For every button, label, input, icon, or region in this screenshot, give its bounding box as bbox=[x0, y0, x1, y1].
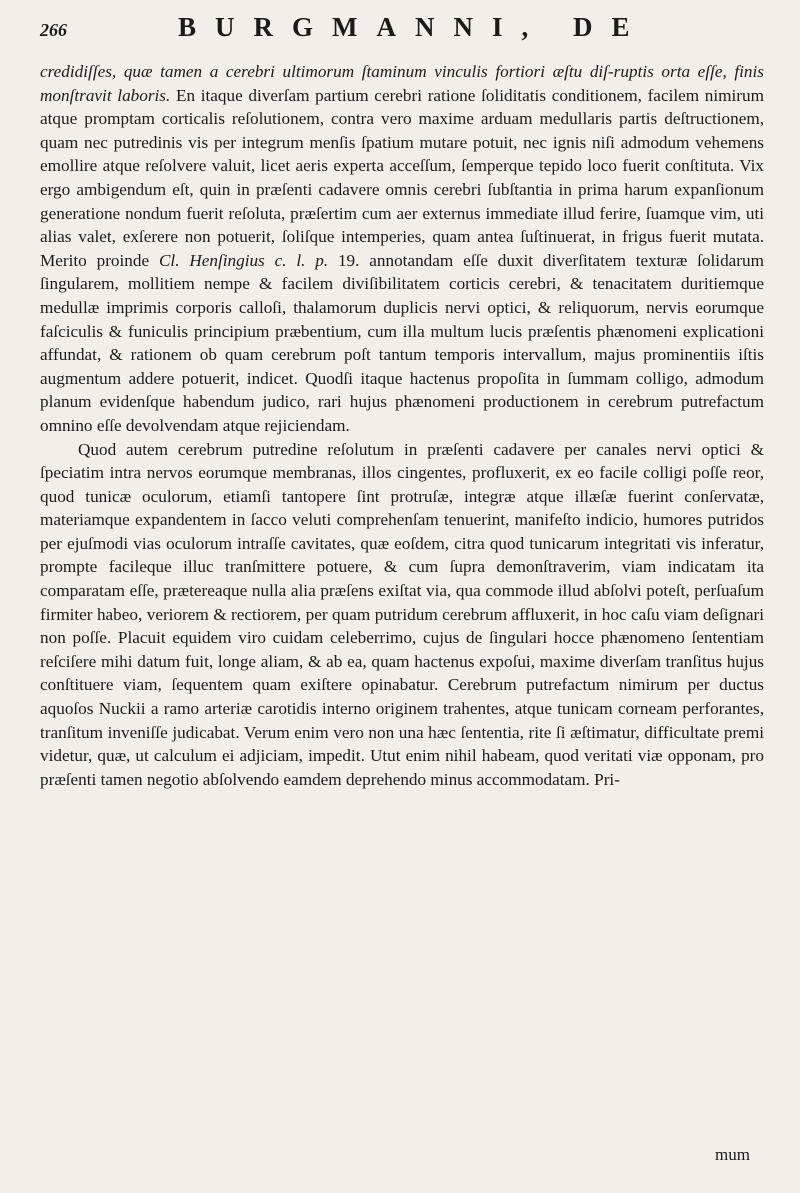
paragraph bbox=[40, 438, 764, 792]
page-number: 266 bbox=[40, 20, 67, 40]
paragraph bbox=[40, 60, 764, 438]
running-head: BURGMANNI, DE bbox=[178, 12, 649, 42]
citation: Cl. Henſingius c. l. p. bbox=[158, 250, 329, 270]
text-run: 19. annotandam eſſe duxit diverſitatem texturæ ſolidarum ſingularem, mollitiem nempe & facilem diviſibilitatem corticis cerebri, & tenacitatem duritiemque medullæ imprimis corporis calloſi, thalamorum duplicis nervi optici, & reliquorum, nervis eorumque faſciculis & funiculis principium præbentium, cum illa multum lucis præſentis phænomeni explicationi affundat, & rationem ob quam cerebrum poſt tantum temporis intervallum, majus prominentiis iſtis augmentum addere potuerit, indicet. Quodſi itaque hactenus propoſita in ſummam colligo, admodum planum evidenſque habendum judico, rari hujus phænomeni productionem in cerebrum putrefactum omnino eſſe devolvendam atque rejiciendam. bbox=[40, 250, 764, 435]
italic-run: credidiſſes, quæ tamen a cerebri ultimorum ſtaminum vinculis fortiori æſtu diſ-ruptis orta eſſe, finis monſtravit laboris. bbox=[40, 62, 764, 105]
page-header bbox=[0, 12, 800, 62]
catchword: mum bbox=[715, 1145, 750, 1164]
text-run: Quod autem cerebrum putredine reſolutum in præſenti cadavere per canales nervi optici & ſpeciatim intra nervos eorumque membranas, illos cingentes, profluxerit, ex eo facile colligi poſſe reor, quod tunicæ oculorum, etiamſi tantopere ſint protruſæ, integræ atque illæſæ fuerint conſervatæ, materiamque expandentem in ſacco veluti comprehenſam tenuerint, manifeſto indicio, humores putridos per ejuſmodi vias oculorum intraſſe cavitates, quæ eoſdem, citra quod tunicarum integritati vis inferatur, prompte facileque illuc tranſmittere potuere, & cum ſupra demonſtraverim, viam indicatam ita comparatam eſſe, prætereaque nulla alia præſens exiſtat via, qua commode illud abſolvi poteſt, perſuaſum firmiter habeo, veriorem & rectiorem, per quam putridum cerebrum affluxerit, in hoc caſu viam deſignari non poſſe. Placuit equidem viro cuidam celeberrimo, cujus de ſingulari hocce phænomeno ſententiam reſciſere mihi datum fuit, longe aliam, & ab ea, quam hactenus expoſui, maxime diverſam tranſitus hujus conſtituere viam, ſequentem quam exiſtere opinabatur. Cerebrum putrefactum nimirum per ductus aquoſos Nuckii a ramo arteriæ carotidis interno originem trahentes, atque tunicam corneam perforantes, tranſitum inveniſſe judicabat. Verum enim vero non una hæc ſententia, rite ſi æſtimatur, difficultate premi videtur, quæ, ut calculum ei adjiciam, impedit. Utut enim nihil habeam, quod veritati viæ opponam, pro præſenti tamen negotio abſolvendo eamdem deprehendo minus accommodatam. Pri- bbox=[40, 439, 764, 789]
body-text bbox=[40, 60, 764, 791]
text-run: En itaque diverſam partium cerebri ratione ſoliditatis conditionem, facilem nimirum atque promptam corticalis reſolutionem, contra vero maxime arduam medullaris partis deſtructionem, quam nec putredinis vis per integrum menſis ſpatium mutare potuit, nec ignis niſi admodum vehemens emollire atque reſolvere valuit, licet aeris experta acceſſum, ſemperque tepido loco fuerit conſtituta. Vix ergo ambigendum eſt, quin in præſenti cadavere omnis cerebri ſubſtantia in prima harum expanſionum generatione nondum fuerit reſoluta, præſertim cum aer externus immediate illud ferire, ſuamque vim, uti alias valet, exſerere non potuerit, ſoliſque intemperies, quam antea ſuſtinuerat, in frigus fuerit mutata. Merito proinde bbox=[40, 85, 764, 270]
